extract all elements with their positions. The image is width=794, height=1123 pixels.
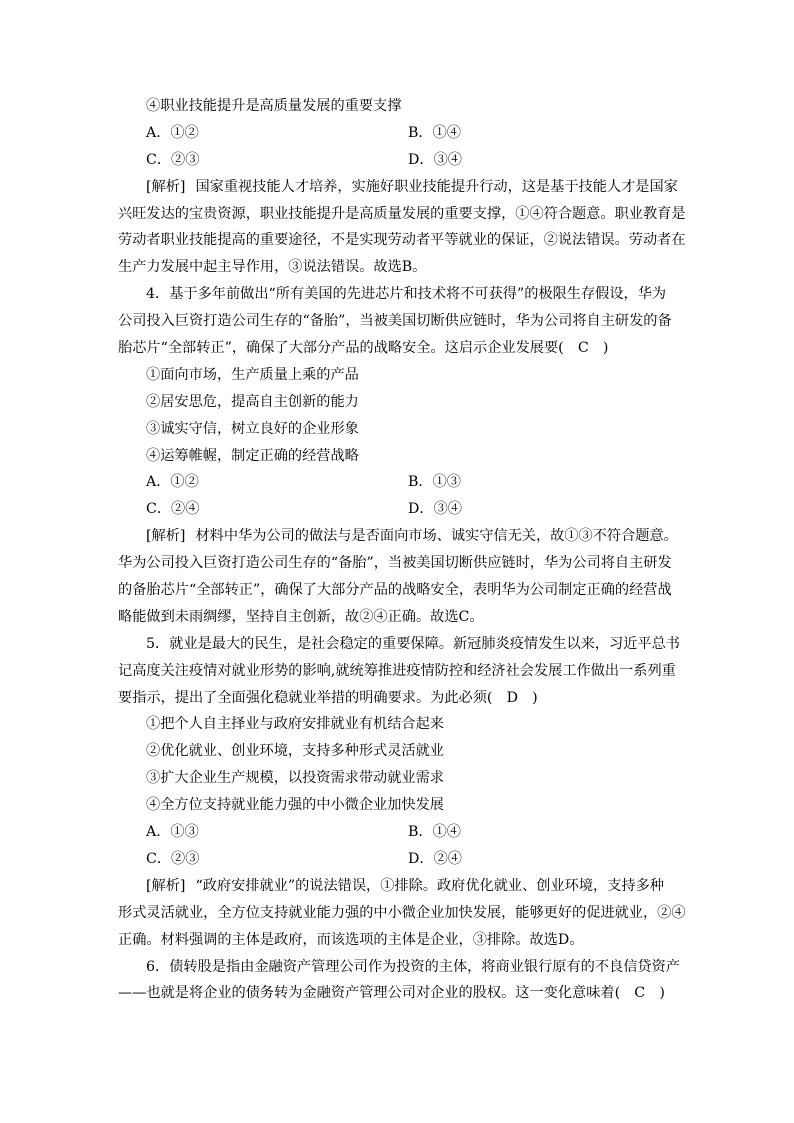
q4-stem-line-2: 公司投入巨资打造公司生存的“备胎”，当被美国切断供应链时，华为公司将自主研发的备 <box>118 313 672 330</box>
q5-options-row-2 <box>118 846 678 873</box>
q6-stem-line-1: 6．债转股是指由金融资产管理公司作为投资的主体，将商业银行原有的不良信贷资产 <box>146 958 680 975</box>
q4-analysis-text-1: 材料中华为公司的做法与是否面向市场、诚实守信无关，故①③不符合题意。 <box>195 528 678 545</box>
q3-option-d: D．③④ <box>408 151 462 168</box>
q4-stem-line-3: 胎芯片“全部转正”，确保了大部分产品的战略安全。这启示企业发展要( C ) <box>118 340 609 357</box>
q3-options-row-2 <box>118 147 678 174</box>
q3-option-b: B．①④ <box>408 124 461 141</box>
q5-option-a: A．①③ <box>146 824 199 841</box>
q4-analysis-line-2: 华为公司投入巨资打造公司生存的“备胎”，当被美国切断供应链时，华为公司将自主研发 <box>118 555 672 572</box>
q4-option-b: B．①③ <box>408 474 461 491</box>
q5-analysis-line-1 <box>118 873 678 900</box>
q3-analysis-text-1: 国家重视技能人才培养，实施好职业技能提升行动，这是基于技能人才是国家 <box>195 178 678 195</box>
q5-options-row-1 <box>118 819 678 846</box>
q5-analysis-line-2: 形式灵活就业，全方位支持就业能力强的中小微企业加快发展，能够更好的促进就业，②④ <box>118 904 686 921</box>
q6-stem-line-2: ——也就是将企业的债务转为金融资产管理公司对企业的股权。这一变化意味着( C ) <box>118 985 665 1002</box>
q3-statement-4: ④职业技能提升是高质量发展的重要支撑 <box>146 98 402 114</box>
q3-option-c: C．②③ <box>146 151 200 168</box>
q3-analysis-line-1 <box>118 174 678 201</box>
q4-statement-4: ④运筹帷幄，制定正确的经营战略 <box>146 447 359 464</box>
q5-stem-line-2: 记高度关注疫情对就业形势的影响,就统筹推进疫情防控和经济社会发展工作做出一系列重 <box>118 662 676 679</box>
q4-options-row-2 <box>118 496 678 523</box>
q4-statement-3: ③诚实守信，树立良好的企业形象 <box>146 420 359 437</box>
q5-analysis-tag: [解析] <box>146 877 186 894</box>
q5-option-d: D．②④ <box>408 850 462 867</box>
q4-options-row-1 <box>118 469 678 496</box>
q5-stem-line-1: 5．就业是最大的民生，是社会稳定的重要保障。新冠肺炎疫情发生以来，习近平总书 <box>146 635 680 652</box>
q3-analysis-line-3: 劳动者职业技能提高的重要途径，不是实现劳动者平等就业的保证，②说法错误。劳动者在 <box>118 232 686 249</box>
q4-statement-2: ②居安思危，提高自主创新的能力 <box>146 393 359 410</box>
q3-analysis-line-4: 生产力发展中起主导作用，③说法错误。故选B。 <box>118 259 427 276</box>
q3-options-row-1 <box>118 120 678 147</box>
q5-option-b: B．①④ <box>408 824 461 841</box>
q5-statement-1: ①把个人自主择业与政府安排就业有机结合起来 <box>146 716 444 733</box>
document-page <box>118 93 686 1007</box>
q5-analysis-text-1: “政府安排就业”的说法错误，①排除。政府优化就业、创业环境，支持多种 <box>195 877 664 894</box>
q4-analysis-tag: [解析] <box>146 528 186 545</box>
q5-analysis-line-3: 正确。材料强调的主体是政府，而该选项的主体是企业，③排除。故选D。 <box>118 931 584 948</box>
q3-option-a: A．①② <box>146 124 199 141</box>
q5-statement-3: ③扩大企业生产规模，以投资需求带动就业需求 <box>146 770 444 787</box>
q4-analysis-line-3: 的备胎芯片“全部转正”，确保了大部分产品的战略安全，表明华为公司制定正确的经营战 <box>118 582 672 599</box>
q3-analysis-line-2: 兴旺发达的宝贵资源，职业技能提升是高质量发展的重要支撑，①④符合题意。职业教育是 <box>118 205 686 222</box>
q4-statement-1: ①面向市场，生产质量上乘的产品 <box>146 366 359 383</box>
q5-option-c: C．②③ <box>146 850 200 867</box>
q5-statement-4: ④全方位支持就业能力强的中小微企业加快发展 <box>146 797 444 814</box>
q4-analysis-line-1 <box>118 523 678 550</box>
q3-analysis-tag: [解析] <box>146 178 186 195</box>
q4-option-d: D．③④ <box>408 501 462 518</box>
q4-option-c: C．②④ <box>146 501 200 518</box>
q4-stem-line-1: 4．基于多年前做出“所有美国的先进芯片和技术将不可获得”的极限生存假设，华为 <box>146 286 667 303</box>
q4-option-a: A．①② <box>146 474 199 491</box>
q5-stem-line-3: 要指示，提出了全面强化稳就业举措的明确要求。为此必须( D ) <box>118 689 538 706</box>
q5-statement-2: ②优化就业、创业环境，支持多种形式灵活就业 <box>146 743 444 760</box>
q4-analysis-line-4: 略能做到未雨绸缪，坚持自主创新，故②④正确。故选C。 <box>118 608 484 625</box>
